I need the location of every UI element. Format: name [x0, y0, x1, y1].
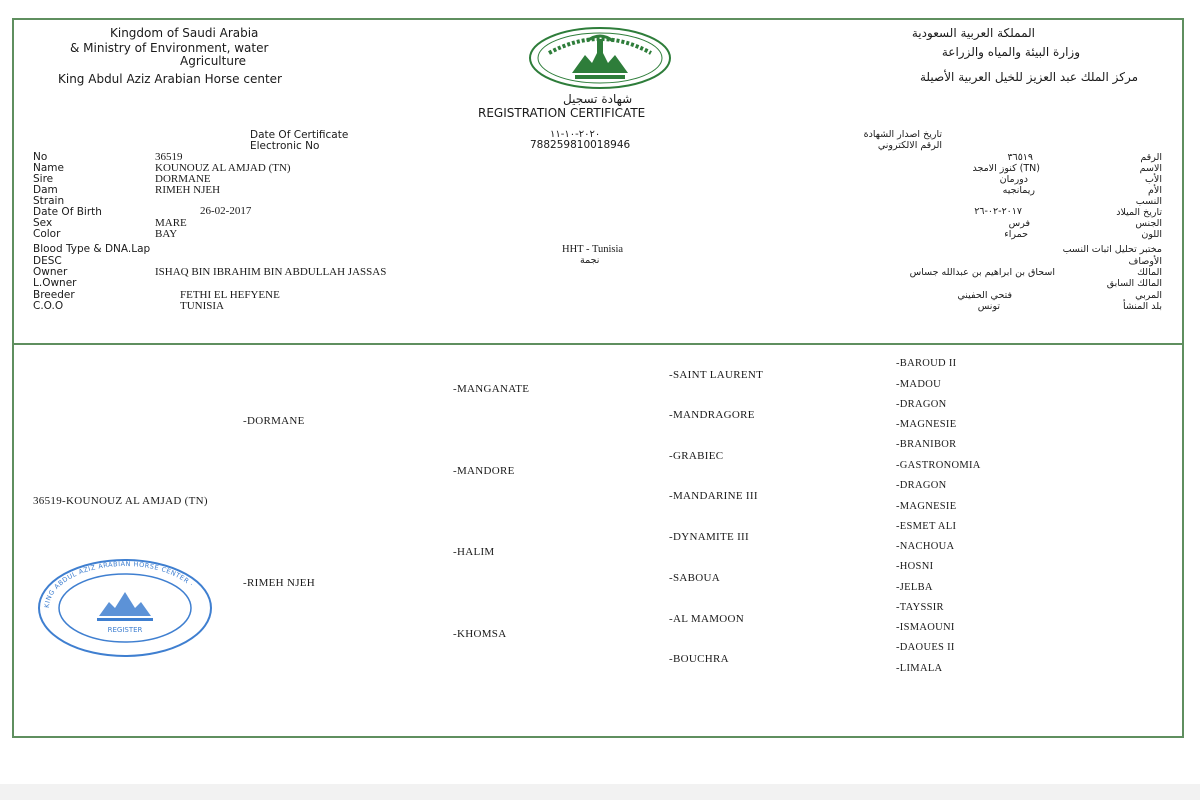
coo-label: C.O.O — [33, 300, 64, 312]
pedigree-gen4-3: -DRAGON — [896, 399, 947, 410]
sire-label: Sire — [33, 173, 54, 185]
name-value-ar: (TN) كنوز الامجد — [972, 163, 1040, 174]
header-ar-line3: مركز الملك عبد العزيز للخيل العربية الأصيلة — [920, 70, 1138, 84]
pedigree-gen3-8: -BOUCHRA — [669, 653, 729, 665]
owner-label-ar: المالك — [1137, 267, 1162, 278]
blood-type-label-ar: مختبر تحليل اثبات النسب — [1062, 244, 1162, 255]
pedigree-gen3-5: -DYNAMITE III — [669, 531, 749, 543]
header-ar-line1: المملكة العربية السعودية — [911, 26, 1035, 40]
pedigree-gen4-9: -ESMET ALI — [896, 521, 957, 532]
pedigree-gen4-16: -LIMALA — [896, 663, 943, 674]
no-label: No — [33, 151, 48, 163]
header-en-line3: Agriculture — [180, 54, 246, 68]
sex-label-ar: الجنس — [1135, 218, 1162, 229]
pedigree-gen3-7: -AL MAMOON — [669, 613, 745, 625]
electronic-no-label-ar: الرقم الالكتروني — [877, 140, 942, 151]
dob-label-ar: تاريخ الميلاد — [1116, 207, 1162, 218]
ministry-logo — [527, 25, 673, 91]
sire-value: DORMANE — [155, 173, 211, 185]
pedigree-gen2-4: -KHOMSA — [453, 628, 507, 640]
no-value: 36519 — [155, 151, 183, 163]
pedigree-gen4-8: -MAGNESIE — [896, 501, 957, 512]
stamp-center-text: REGISTER — [107, 626, 143, 634]
sex-value-ar: فرس — [1008, 218, 1030, 229]
electronic-no-value: 788259810018946 — [530, 139, 631, 151]
title-english: REGISTRATION CERTIFICATE — [478, 106, 646, 120]
pedigree-gen3-6: -SABOUA — [669, 572, 720, 584]
stamp-outer-text: KING ABDUL AZIZ ARABIAN HORSE CENTER · — [42, 559, 196, 609]
pedigree-gen4-2: -MADOU — [896, 379, 941, 390]
dam-label-ar: الأم — [1148, 185, 1162, 196]
blood-type-label: Blood Type & DNA.Lap — [33, 243, 151, 255]
header-en-line2: & Ministry of Environment, water — [70, 41, 269, 55]
pedigree-gen4-6: -GASTRONOMIA — [896, 460, 981, 471]
pedigree-gen4-14: -ISMAOUNI — [896, 622, 955, 633]
coo-label-ar: بلد المنشأ — [1122, 301, 1162, 312]
pedigree-sire: -DORMANE — [243, 415, 305, 427]
coo-value-ar: تونس — [977, 301, 1000, 312]
desc-value-ar: نجمة — [580, 255, 600, 266]
dam-label: Dam — [33, 184, 58, 196]
strain-label: Strain — [33, 195, 65, 207]
dob-label: Date Of Birth — [33, 206, 102, 218]
owner-label: Owner — [33, 266, 68, 278]
coo-value: TUNISIA — [180, 300, 224, 312]
dam-value-ar: ريمانجيه — [1002, 185, 1035, 196]
owner-value-ar: اسحاق بن ابراهيم بن عبدالله جساس — [909, 267, 1055, 278]
pedigree-subject: 36519-KOUNOUZ AL AMJAD (TN) — [33, 495, 208, 507]
name-label: Name — [33, 162, 64, 174]
sire-label-ar: الأب — [1144, 174, 1162, 185]
header-en-line1: Kingdom of Saudi Arabia — [110, 26, 259, 40]
color-value: BAY — [155, 228, 178, 240]
header-en-line4: King Abdul Aziz Arabian Horse center — [58, 72, 282, 86]
pedigree-gen3-1: -SAINT LAURENT — [669, 369, 764, 381]
date-of-certificate-label-ar: تاريخ اصدار الشهادة — [863, 129, 942, 140]
breeder-label-ar: المربي — [1135, 290, 1162, 301]
electronic-no-label: Electronic No — [250, 140, 320, 152]
sire-value-ar: دورمان — [999, 174, 1028, 185]
pedigree-gen4-15: -DAOUES II — [896, 642, 955, 653]
breeder-value-ar: فتحي الحفيني — [957, 290, 1012, 301]
color-label-ar: اللون — [1141, 229, 1162, 240]
breeder-label: Breeder — [33, 289, 75, 301]
sex-label: Sex — [33, 217, 53, 229]
pedigree-gen4-7: -DRAGON — [896, 480, 947, 491]
pedigree-gen4-10: -NACHOUA — [896, 541, 955, 552]
no-label-ar: الرقم — [1140, 152, 1162, 163]
registration-stamp — [37, 558, 213, 658]
blood-type-value: HHT - Tunisia — [562, 244, 624, 255]
section-divider — [12, 343, 1184, 345]
pedigree-gen2-2: -MANDORE — [453, 465, 515, 477]
color-value-ar: حمراء — [1004, 229, 1028, 240]
pedigree-gen3-3: -GRABIEC — [669, 450, 724, 462]
sex-value: MARE — [155, 217, 187, 229]
date-of-certificate-label: Date Of Certificate — [250, 129, 349, 141]
pedigree-gen4-1: -BAROUD II — [896, 358, 957, 369]
pedigree-dam: -RIMEH NJEH — [243, 577, 316, 589]
pedigree-gen4-13: -TAYSSIR — [896, 602, 944, 613]
pedigree-gen2-3: -HALIM — [453, 546, 495, 558]
color-label: Color — [33, 228, 61, 240]
pedigree-gen3-2: -MANDRAGORE — [669, 409, 755, 421]
breeder-value: FETHI EL HEFYENE — [180, 289, 280, 301]
pedigree-gen4-5: -BRANIBOR — [896, 439, 957, 450]
pedigree-gen4-12: -JELBA — [896, 582, 933, 593]
owner-value: ISHAQ BIN IBRAHIM BIN ABDULLAH JASSAS — [155, 266, 387, 278]
pedigree-gen3-4: -MANDARINE III — [669, 490, 758, 502]
dob-value: 26-02-2017 — [200, 205, 252, 217]
name-label-ar: الاسم — [1139, 163, 1162, 174]
pedigree-gen4-4: -MAGNESIE — [896, 419, 957, 430]
strain-label-ar: النسب — [1135, 196, 1162, 207]
l-owner-label-ar: المالك السابق — [1106, 278, 1162, 289]
pedigree-gen4-11: -HOSNI — [896, 561, 934, 572]
dob-value-ar: ٢٠١٧-٠٢-٢٦ — [974, 206, 1022, 217]
date-of-certificate-value: ٢٠٢٠-١٠-١١ — [550, 129, 601, 140]
title-arabic: شهادة تسجيل — [563, 92, 633, 106]
bottom-edge — [0, 784, 1200, 800]
header-ar-line2: وزارة البيئة والمياه والزراعة — [941, 45, 1080, 59]
name-value: KOUNOUZ AL AMJAD (TN) — [155, 162, 291, 174]
l-owner-label: L.Owner — [33, 277, 77, 289]
desc-label: DESC — [33, 255, 62, 267]
no-value-ar: ٣٦٥١٩ — [1007, 152, 1033, 163]
dam-value: RIMEH NJEH — [155, 184, 221, 196]
desc-label-ar: الأوصاف — [1128, 256, 1162, 267]
pedigree-gen2-1: -MANGANATE — [453, 383, 530, 395]
